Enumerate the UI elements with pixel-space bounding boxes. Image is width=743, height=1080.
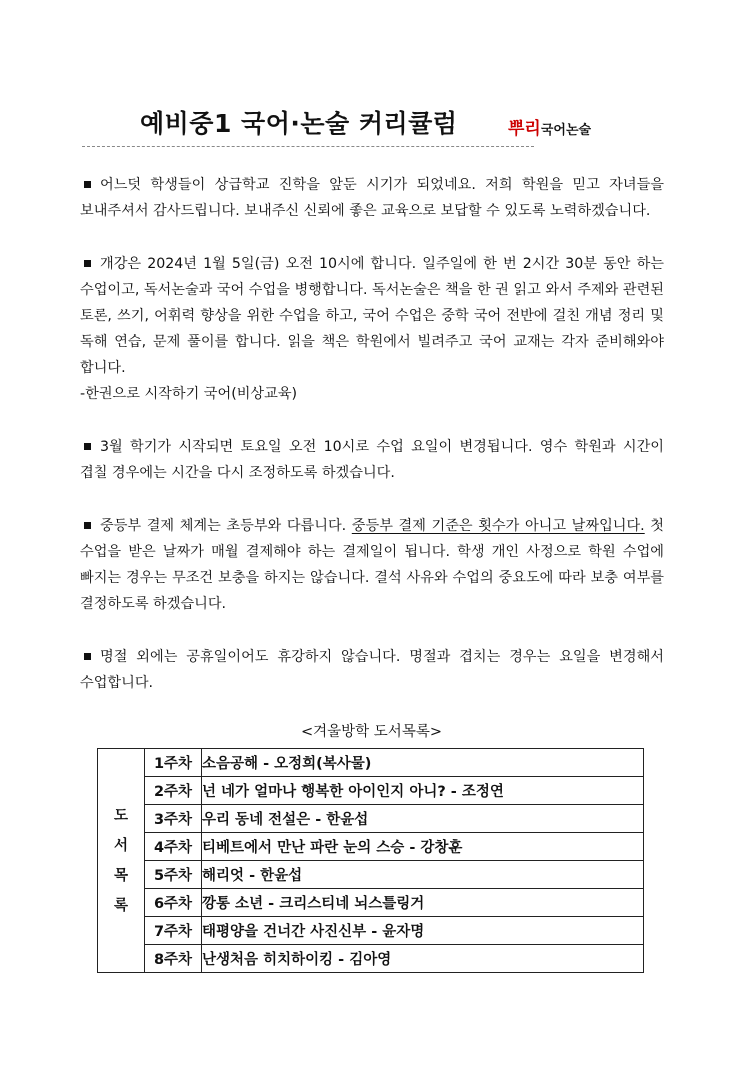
- square-bullet-icon: [84, 181, 91, 188]
- week-cell: 8주차: [145, 945, 202, 973]
- square-bullet-icon: [84, 653, 91, 660]
- book-title-cell: 소음공해 - 오정희(복사물): [202, 749, 644, 777]
- title-divider: [82, 146, 534, 147]
- paragraph-holidays: [80, 644, 664, 696]
- brand-accent-text: 뿌리: [508, 119, 541, 139]
- table-row: [98, 889, 644, 917]
- book-title-cell: 해리엇 - 한윤섭: [202, 861, 644, 889]
- page-title: 예비중1 국어·논술 커리큘럼: [140, 109, 458, 138]
- week-cell: 7주차: [145, 917, 202, 945]
- square-bullet-icon: [84, 522, 91, 529]
- paragraph-day-change-text: 3월 학기가 시작되면 토요일 오전 10시로 수업 요일이 변경됩니다. 영수 학원과 시간이 겹칠 경우에는 시간을 다시 조정하도록 하겠습니다.: [80, 439, 664, 481]
- paragraph-payment-text-start: 중등부 결제 체계는 초등부와 다릅니다.: [100, 518, 352, 534]
- side-label-char: 록: [113, 897, 128, 914]
- book-title-cell: 넌 네가 얼마나 행복한 아이인지 아니? - 조정연: [202, 777, 644, 805]
- paragraph-schedule: [80, 251, 664, 407]
- week-cell: 1주차: [145, 749, 202, 777]
- side-label-char: 서: [113, 837, 128, 854]
- book-title-cell: 티베트에서 만난 파란 눈의 스승 - 강창훈: [202, 833, 644, 861]
- week-cell: 2주차: [145, 777, 202, 805]
- table-row: [98, 805, 644, 833]
- textbook-note: -한권으로 시작하기 국어(비상교육): [80, 386, 298, 402]
- table-row: [98, 833, 644, 861]
- paragraph-greeting-text: 어느덧 학생들이 상급학교 진학을 앞둔 시기가 되었네요. 저희 학원을 믿고 자녀들을 보내주셔서 감사드립니다. 보내주신 신뢰에 좋은 교육으로 보답할 수 있도록 노력하겠습니다.: [80, 177, 664, 219]
- book-title-cell: 태평양을 건너간 사진신부 - 윤자명: [202, 917, 644, 945]
- brand-rest-text: 국어논술: [540, 123, 592, 138]
- table-row: [98, 749, 644, 777]
- paragraph-greeting: [80, 172, 664, 224]
- side-label-char: 도: [113, 807, 128, 824]
- brand-logo: [508, 114, 591, 139]
- booklist-caption: <겨울방학 도서목록>: [301, 724, 442, 740]
- booklist-table: [97, 748, 644, 973]
- square-bullet-icon: [84, 443, 91, 450]
- square-bullet-icon: [84, 260, 91, 267]
- book-title-cell: 우리 동네 전설은 - 한윤섭: [202, 805, 644, 833]
- paragraph-payment-underlined: 중등부 결제 기준은 횟수가 아니고 날짜입니다.: [351, 518, 645, 534]
- table-row: [98, 945, 644, 973]
- paragraph-schedule-text: 개강은 2024년 1월 5일(금) 오전 10시에 합니다. 일주일에 한 번 2시간 30분 동안 하는 수업이고, 독서논술과 국어 수업을 병행합니다. 독서논술은 책을 한 권 읽고 와서 주제와 관련된 토론, 쓰기, 어휘력 향상을 위한 수업을 하고, 국어 수업은 중학 국어 전반에 걸친 개념 정리 및 독해 연습, 문제 풀이를 합니다. 읽을 책은 학원에서 빌려주고 국어 교재는 각자 준비해와야 합니다.: [80, 256, 664, 376]
- week-cell: 4주차: [145, 833, 202, 861]
- week-cell: 5주차: [145, 861, 202, 889]
- title-row: [0, 104, 743, 144]
- notice-body: [80, 172, 664, 723]
- book-title-cell: 난생처음 히치하이킹 - 김아영: [202, 945, 644, 973]
- booklist-side-label: [98, 749, 145, 973]
- table-row: [98, 861, 644, 889]
- table-row: [98, 777, 644, 805]
- paragraph-day-change: [80, 434, 664, 486]
- week-cell: 6주차: [145, 889, 202, 917]
- paragraph-payment-text-end: 첫 수업을 받은 날짜가 매월 결제해야 하는 결제일이 됩니다. 학생 개인 사정으로 학원 수업에 빠지는 경우는 무조건 보충을 하지는 않습니다. 결석 사유와 수업의 중요도에 따라 보충 여부를 결정하도록 하겠습니다.: [80, 518, 665, 612]
- paragraph-payment: [80, 513, 664, 617]
- book-title-cell: 깡통 소년 - 크리스티네 뇌스틀링거: [202, 889, 644, 917]
- table-row: [98, 917, 644, 945]
- week-cell: 3주차: [145, 805, 202, 833]
- side-label-char: 목: [113, 867, 128, 884]
- paragraph-holidays-text: 명절 외에는 공휴일이어도 휴강하지 않습니다. 명절과 겹치는 경우는 요일을 변경해서 수업합니다.: [80, 649, 664, 691]
